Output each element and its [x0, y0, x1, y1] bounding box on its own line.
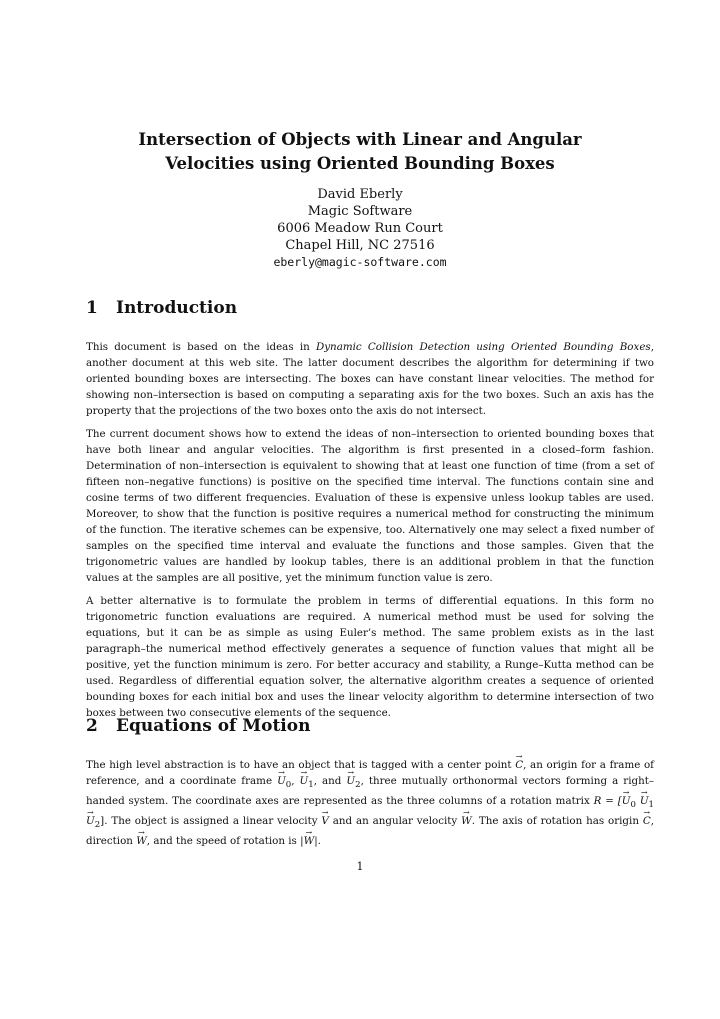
paragraph: A better alternative is to formulate the problem in terms of differential equations. In this form no trigonometric function evaluations are required. A numerical method must be used for solving the equations, but it can be as simple as using Euler’s method. The same problem exists as in the last paragraph–the numerical method effectively generates a sequence of function values that might all be positive, yet the function minimum is zero. For better accuracy and stability, a Runge–Kutta method can be used. Regardless of differential equation solver, the alternative algorithm creates a sequence of oriented bounding boxes for each initial box and uses the linear velocity algorithm to determine intersection of two boxes between two consecutive elements of the sequence. — [86, 595, 654, 719]
author-name: David Eberly — [317, 187, 403, 202]
section-heading-equations — [86, 716, 310, 736]
section-number: 1 — [86, 298, 98, 318]
section-heading-introduction — [86, 298, 237, 318]
equations-body — [86, 757, 654, 856]
paper-title — [0, 128, 720, 176]
author-block — [0, 186, 720, 271]
paragraph: The current document shows how to extend the ideas of non–intersection to oriented bounding boxes that have both linear and angular velocities. The algorithm is first presented in a closed–form fashion. Determination of non–intersection is equivalent to showing that at least one function of time (from a set of fifteen non–negative functions) is positive on the specified time interval. The functions contain sine and cosine terms of two different frequencies. Evaluation of these is expensive unless lookup tables are used. Moreover, to show that the function is positive requires a numerical method for constructing the minimum of the function. The iterative schemes can be expensive, too. Alternatively one may select a fixed number of samples on the specified time interval and evaluate the functions and those samples. Given that the trigonometric values are handled by lookup tables, there is an additional problem in that the function values at the samples are all positive, yet the minimum function value is zero. — [86, 428, 654, 584]
section-title: Equations of Motion — [116, 716, 311, 736]
page-number: 1 — [356, 860, 364, 873]
paragraph: This document is based on the ideas in Dynamic Collision Detection using Oriented Bounding Boxes, another document at this web site. The latter document describes the algorithm for determining if two oriented bounding boxes are intersecting. The boxes can have constant linear velocities. The method for showing non–intersection is based on computing a separating axis for the two boxes. Such an axis has the property that the projections of the two boxes onto the axis do not intersect. — [86, 341, 654, 417]
title-line-1: Intersection of Objects with Linear and Angular — [138, 130, 582, 149]
section-number: 2 — [86, 716, 98, 736]
author-company: Magic Software — [307, 204, 413, 219]
document-reference: Dynamic Collision Detection using Oriented Bounding Boxes — [315, 341, 651, 353]
section-title: Introduction — [116, 298, 238, 318]
author-city: Chapel Hill, NC 27516 — [285, 238, 435, 253]
introduction-body — [86, 339, 654, 728]
author-street: 6006 Meadow Run Court — [277, 221, 443, 236]
author-email: eberly@magic-software.com — [273, 255, 447, 269]
title-line-2: Velocities using Oriented Bounding Boxes — [165, 154, 555, 173]
paragraph: The high level abstraction is to have an object that is tagged with a center point → C, an origin for a frame of reference, and a coordinate frame → $U_0$, → $U_1$, and → $U_2$, three mutually orthonormal vectors forming a right–handed system. The coordinate axes are represented as the three columns of a rotation matrix R = [→ $U_0 \to U_1 \to U_2$]. The object is assigned a linear velocity → V and an angular velocity → W. The axis of rotation has origin → C, direction → W, and the speed of rotation is |→ W|. — [86, 757, 654, 849]
vector-symbol: → C — [515, 757, 523, 773]
